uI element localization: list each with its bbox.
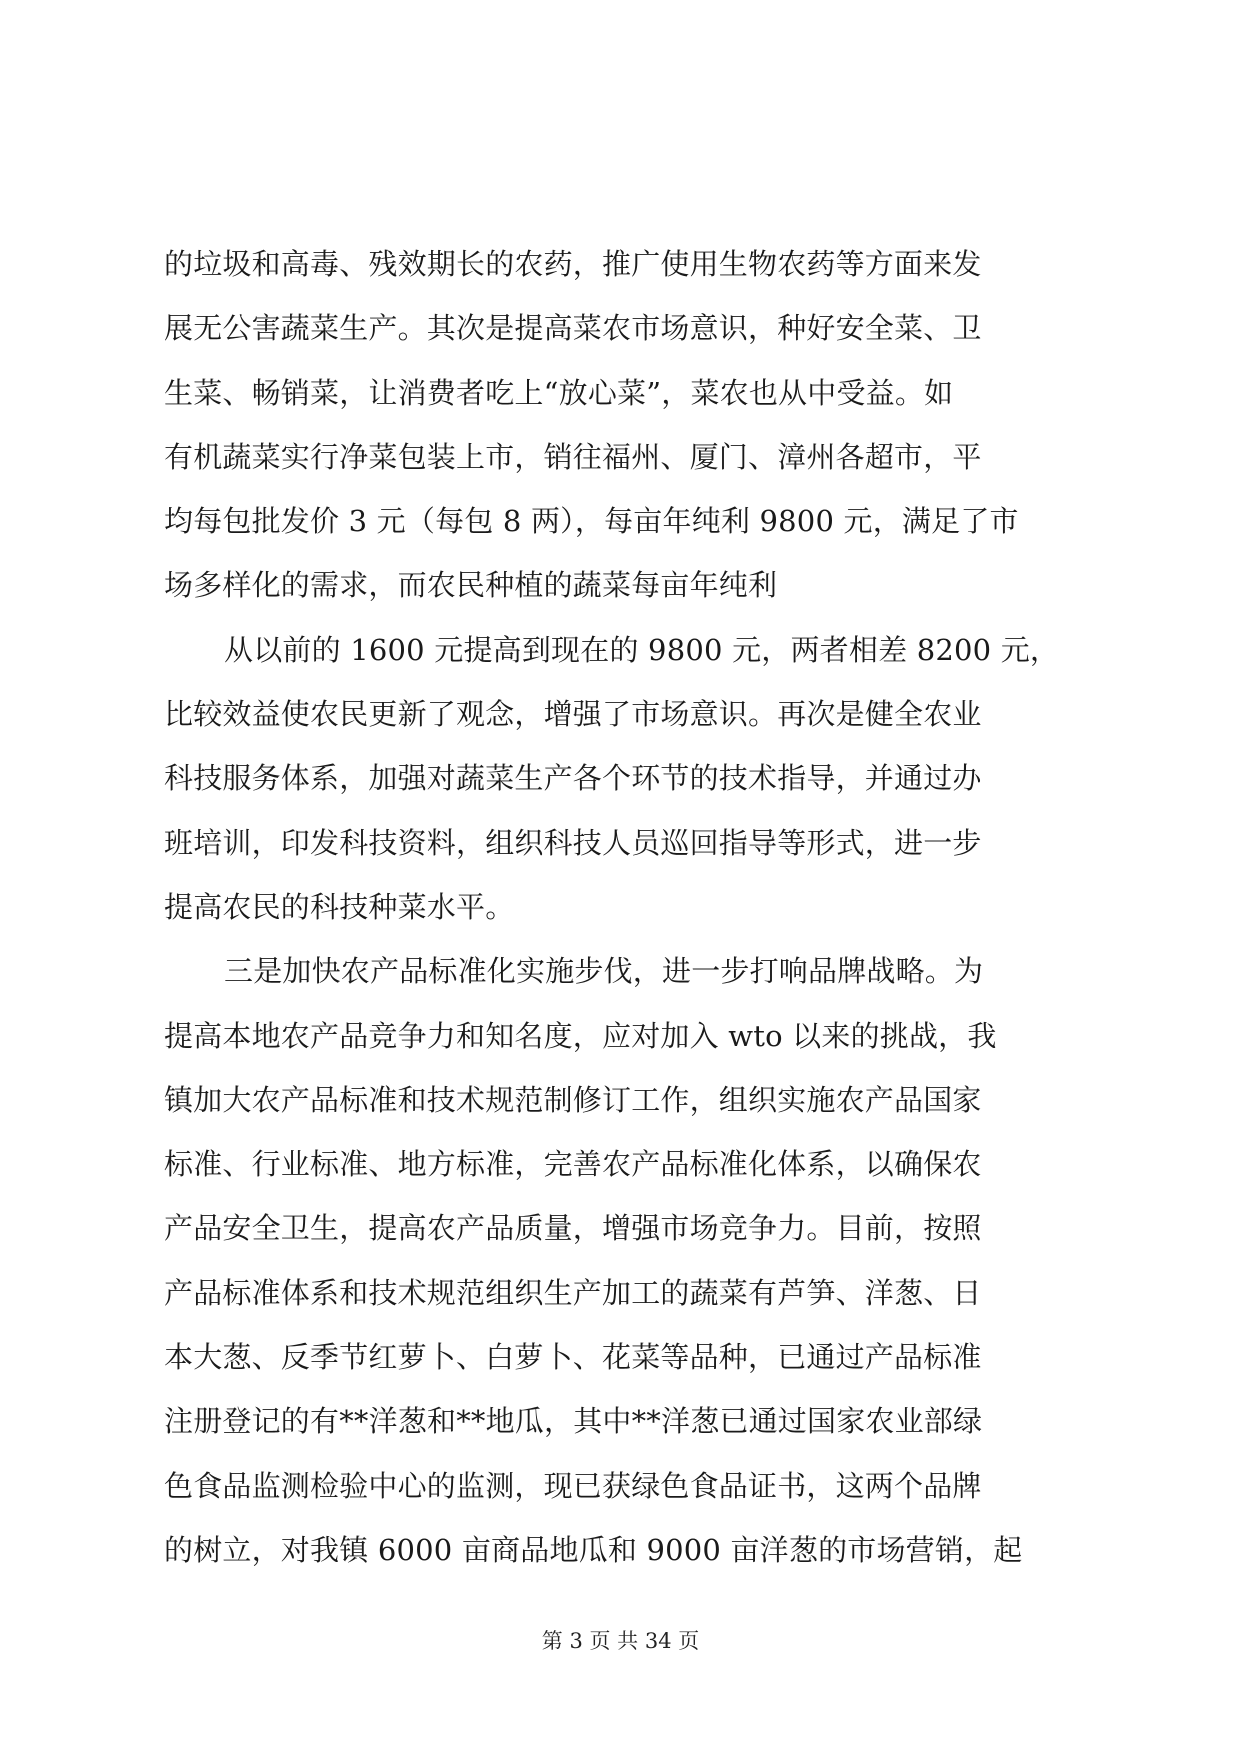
text-line: 色食品监测检验中心的监测，现已获绿色食品证书，这两个品牌 [164,1468,982,1503]
text-line: 均每包批发价 3 元（每包 8 两），每亩年纯利 9800 元，满足了市 [164,504,1019,539]
body-text [164,232,1084,1582]
text-line: 注册登记的有**洋葱和**地瓜，其中**洋葱已通过国家农业部绿 [164,1404,983,1439]
text-line: 展无公害蔬菜生产。其次是提高菜农市场意识，种好安全菜、卫 [164,311,982,346]
text-line: 比较效益使农民更新了观念，增强了市场意识。再次是健全农业 [164,697,982,732]
text-line: 产品标准体系和技术规范组织生产加工的蔬菜有芦笋、洋葱、日 [164,1275,982,1310]
text-line: 三是加快农产品标准化实施步伐，进一步打响品牌战略。为 [224,954,984,989]
text-line: 的树立，对我镇 6000 亩商品地瓜和 9000 亩洋葱的市场营销，起 [164,1532,1023,1567]
text-line: 镇加大农产品标准和技术规范制修订工作，组织实施农产品国家 [164,1082,982,1117]
text-line: 有机蔬菜实行净菜包装上市，销往福州、厦门、漳州各超市，平 [164,439,982,474]
text-line: 生菜、畅销菜，让消费者吃上“放心菜”，菜农也从中受益。如 [164,375,954,410]
text-line: 本大葱、反季节红萝卜、白萝卜、花菜等品种，已通过产品标准 [164,1340,982,1375]
page-footer: 第 3 页 共 34 页 [541,1629,700,1653]
text-line: 从以前的 1600 元提高到现在的 9800 元，两者相差 8200 元， [224,632,1060,667]
text-line: 科技服务体系，加强对蔬菜生产各个环节的技术指导，并通过办 [164,761,982,796]
text-line: 班培训，印发科技资料，组织科技人员巡回指导等形式，进一步 [164,825,982,860]
text-line: 提高本地农产品竞争力和知名度，应对加入 wto 以来的挑战，我 [164,1018,997,1053]
text-line: 标准、行业标准、地方标准，完善农产品标准化体系，以确保农 [164,1147,982,1182]
text-line: 场多样化的需求，而农民种植的蔬菜每亩年纯利 [164,568,778,603]
text-line: 产品安全卫生，提高农产品质量，增强市场竞争力。目前，按照 [164,1211,982,1246]
text-line: 的垃圾和高毒、残效期长的农药，推广使用生物农药等方面来发 [164,247,982,281]
text-line: 提高农民的科技种菜水平。 [164,889,515,924]
